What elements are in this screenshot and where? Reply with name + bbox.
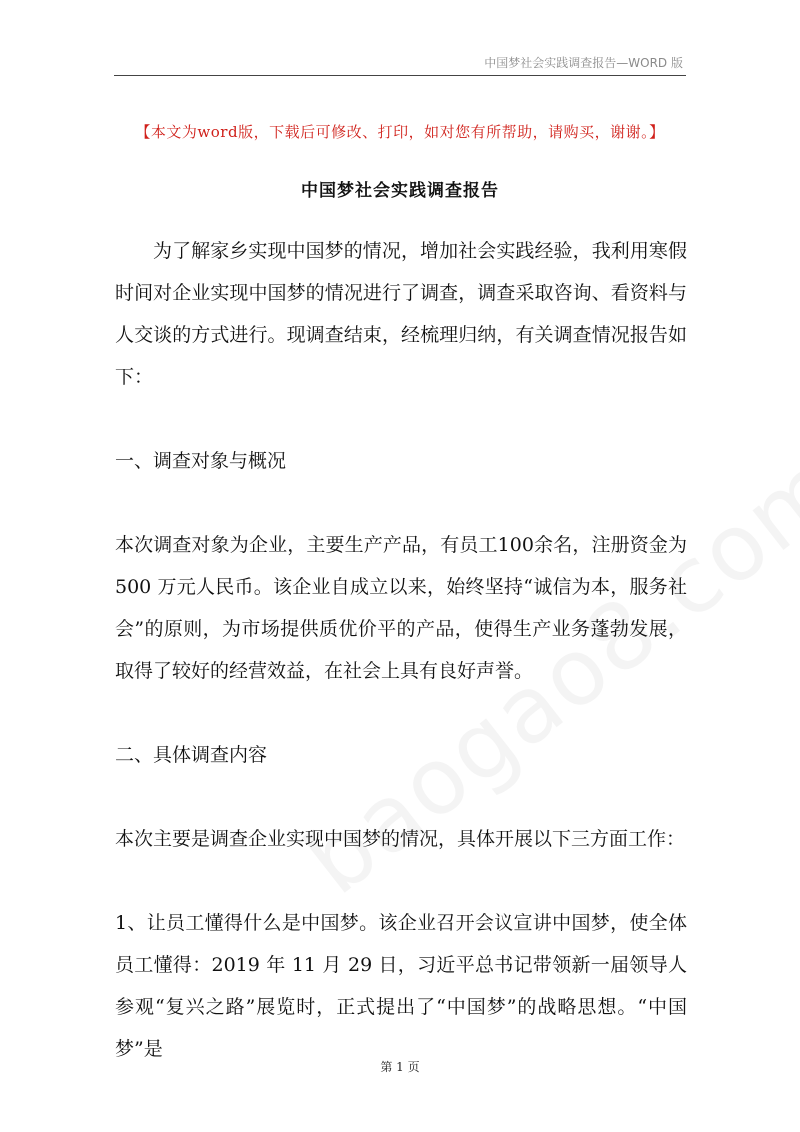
purchase-notice: 【本文为word版，下载后可修改、打印，如对您有所帮助，请购买，谢谢。】 — [135, 123, 665, 141]
running-header: 中国梦社会实践调查报告—WORD 版 — [484, 56, 683, 70]
section-heading-overview: 一、调查对象与概况 — [115, 450, 287, 472]
document-title: 中国梦社会实践调查报告 — [301, 181, 499, 201]
content-intro-paragraph: 本次主要是调查企业实现中国梦的情况，具体开展以下三方面工作： — [115, 828, 686, 850]
overview-paragraph: 本次调查对象为企业，主要生产产品，有员工100余名，注册资金为500 万元人民币。该企业自成立以来，始终坚持“诚信为本，服务社会”的原则，为市场提供质优价平的产品，使得生产业务蓬勃发展，取得了较好的经营效益，在社会上具有良好声誉。 — [115, 534, 687, 682]
intro-paragraph: 为了解家乡实现中国梦的情况，增加社会实践经验，我利用寒假时间对企业实现中国梦的情况进行了调查，调查采取咨询、看资料与人交谈的方式进行。现调查结束，经梳理归纳，有关调查情况报告如下： — [115, 240, 687, 388]
header-divider — [114, 75, 686, 76]
content-item-1: 1、让员工懂得什么是中国梦。该企业召开会议宣讲中国梦，使全体员工懂得：2019 年 11 月 29 日，习近平总书记带领新一届领导人参观“复兴之路”展览时，正式提出了“中国梦”的战略思想。“中国梦”是 — [115, 912, 687, 1060]
section-heading-content: 二、具体调查内容 — [115, 744, 268, 766]
page-number: 第 1 页 — [380, 1060, 420, 1074]
